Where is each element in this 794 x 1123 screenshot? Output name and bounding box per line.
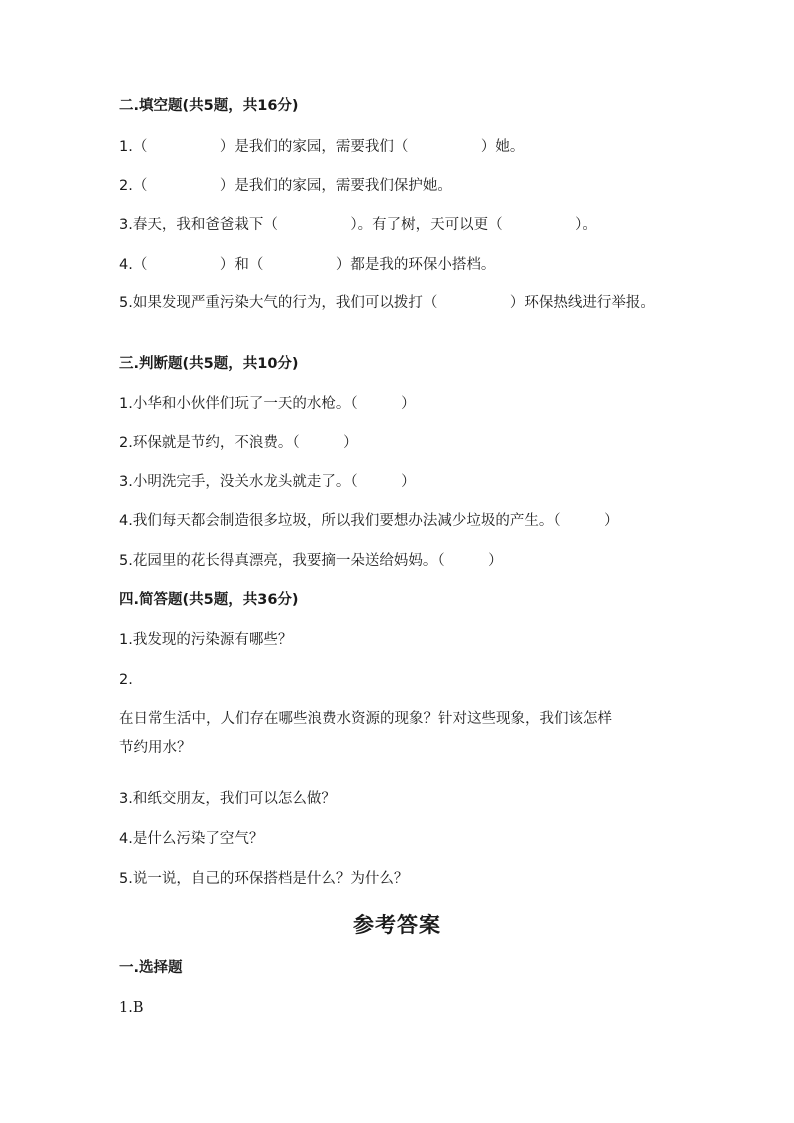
short-question-1: 1.我发现的污染源有哪些？: [119, 632, 293, 648]
judge-question-5: 5.花园里的花长得真漂亮，我要摘一朵送给妈妈。（ ）: [119, 553, 503, 569]
short-question-5: 5.说一说，自己的环保搭档是什么？为什么？: [119, 871, 409, 887]
short-question-3: 3.和纸交朋友，我们可以怎么做？: [119, 791, 336, 807]
answer-key-title: 参考答案: [353, 912, 441, 937]
fill-question-5: 5.如果发现严重污染大气的行为，我们可以拨打（ ）环保热线进行举报。: [119, 295, 655, 311]
answer-1: 1.B: [119, 1000, 144, 1016]
fill-question-1: 1.（ ）是我们的家园，需要我们（ ）她。: [119, 139, 525, 155]
fill-question-2: 2.（ ）是我们的家园，需要我们保护她。: [119, 178, 452, 194]
short-question-2-line2: 节约用水？: [119, 740, 192, 756]
judge-question-3: 3.小明洗完手，没关水龙头就走了。（ ）: [119, 474, 416, 490]
fill-question-4: 4.（ ）和（ ）都是我的环保小搭档。: [119, 257, 496, 273]
short-question-4: 4.是什么污染了空气？: [119, 831, 264, 847]
short-question-2-line1: 在日常生活中，人们存在哪些浪费水资源的现象？针对这些现象，我们该怎样: [119, 711, 612, 727]
answer-section1-heading: 一.选择题: [119, 960, 183, 976]
section3-heading: 三.判断题(共5题，共10分): [119, 356, 299, 372]
judge-question-1: 1.小华和小伙伴们玩了一天的水枪。（ ）: [119, 396, 416, 412]
judge-question-2: 2.环保就是节约，不浪费。（ ）: [119, 435, 358, 451]
fill-question-3: 3.春天，我和爸爸栽下（ ）。有了树，天可以更（ ）。: [119, 217, 597, 233]
judge-question-4: 4.我们每天都会制造很多垃圾，所以我们要想办法减少垃圾的产生。（ ）: [119, 513, 619, 529]
section4-heading: 四.简答题(共5题，共36分): [119, 592, 299, 608]
short-question-2-number: 2.: [119, 672, 133, 688]
section2-heading: 二.填空题(共5题，共16分): [119, 98, 299, 114]
